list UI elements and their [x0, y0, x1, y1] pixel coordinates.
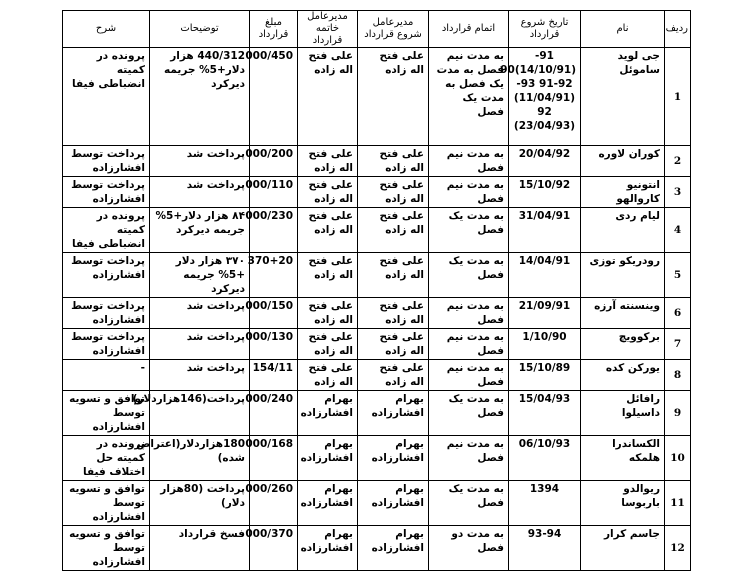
cell-description: پرونده در کمیته حل اختلاف فیفا — [63, 436, 150, 481]
cell-start-date: 15/10/92 — [509, 177, 581, 208]
cell-start-date: 21/09/91 — [509, 298, 581, 329]
cell-description: پرونده در کمیته انضباطی فیفا — [63, 48, 150, 146]
cell-row-number: 3 — [665, 177, 691, 208]
cell-description: پرداخت توسط افشارزاده — [63, 146, 150, 177]
cell-amount: 000/130 — [250, 329, 298, 360]
header-ceo-end: مدیرعامل خاتمه قرارداد — [298, 11, 358, 48]
cell-contract-end: به مدت نیم فصل به مدت یک فصل به مدت یک فصل — [429, 48, 509, 146]
cell-description: توافق و تسویه توسط افشارزاده — [63, 481, 150, 526]
cell-ceo-start: علی فتح اله زاده — [358, 298, 429, 329]
cell-contract-end: به مدت نیم فصل — [429, 360, 509, 391]
cell-start-date: 14/04/91 — [509, 253, 581, 298]
cell-amount: 000/230 — [250, 208, 298, 253]
cell-amount: 000/150 — [250, 298, 298, 329]
cell-notes: پرداخت (80هزار دلار) — [150, 481, 250, 526]
cell-amount: 000/260 — [250, 481, 298, 526]
cell-ceo-end: علی فتح اله زاده — [298, 360, 358, 391]
cell-player-name: الکساندرا هلمکه — [581, 436, 665, 481]
cell-player-name: لیام ردی — [581, 208, 665, 253]
cell-row-number: 5 — [665, 253, 691, 298]
cell-start-date: 15/04/93 — [509, 391, 581, 436]
cell-start-date: 20/04/92 — [509, 146, 581, 177]
header-end: اتمام قرارداد — [429, 11, 509, 48]
cell-ceo-start: بهرام افشارزاده — [358, 481, 429, 526]
cell-contract-end: به مدت یک فصل — [429, 208, 509, 253]
cell-notes: پرداخت شد — [150, 360, 250, 391]
cell-notes: پرداخت شد — [150, 298, 250, 329]
cell-ceo-start: علی فتح اله زاده — [358, 208, 429, 253]
cell-player-name: جاسم کرار — [581, 526, 665, 571]
cell-player-name: رافائل داسیلوا — [581, 391, 665, 436]
cell-notes: پرداخت شد — [150, 177, 250, 208]
cell-row-number: 4 — [665, 208, 691, 253]
cell-contract-end: به مدت نیم فصل — [429, 298, 509, 329]
cell-row-number: 1 — [665, 48, 691, 146]
cell-contract-end: به مدت یک فصل — [429, 391, 509, 436]
cell-amount: 000/450 — [250, 48, 298, 146]
table-row — [63, 360, 691, 391]
cell-player-name: جی لوید ساموئل — [581, 48, 665, 146]
cell-start-date: 15/10/89 — [509, 360, 581, 391]
table-row — [63, 48, 691, 146]
cell-ceo-start: علی فتح اله زاده — [358, 253, 429, 298]
cell-description: - — [63, 360, 150, 391]
cell-ceo-start: علی فتح اله زاده — [358, 360, 429, 391]
table-row — [63, 208, 691, 253]
table-row — [63, 298, 691, 329]
cell-notes: پرداخت شد — [150, 146, 250, 177]
cell-notes: فسخ قرارداد — [150, 526, 250, 571]
cell-ceo-end: علی فتح اله زاده — [298, 177, 358, 208]
table-row — [63, 436, 691, 481]
cell-contract-end: به مدت نیم فصل — [429, 146, 509, 177]
cell-row-number: 11 — [665, 481, 691, 526]
cell-description: توافق و تسویه توسط افشارزاده — [63, 526, 150, 571]
cell-ceo-end: علی فتح اله زاده — [298, 146, 358, 177]
cell-ceo-start: علی فتح اله زاده — [358, 329, 429, 360]
cell-start-date: 31/04/91 — [509, 208, 581, 253]
table-row — [63, 177, 691, 208]
cell-ceo-start: علی فتح اله زاده — [358, 146, 429, 177]
cell-ceo-start: بهرام افشارزاده — [358, 526, 429, 571]
header-row-number: ردیف — [665, 11, 691, 48]
cell-ceo-end: بهرام افشارزاده — [298, 391, 358, 436]
cell-contract-end: به مدت نیم فصل — [429, 436, 509, 481]
cell-row-number: 12 — [665, 526, 691, 571]
cell-ceo-end: علی فتح اله زاده — [298, 253, 358, 298]
cell-amount: 000/240 — [250, 391, 298, 436]
header-row — [63, 11, 691, 48]
cell-player-name: رودریکو توزی — [581, 253, 665, 298]
cell-start-date: 93-94 — [509, 526, 581, 571]
cell-ceo-start: علی فتح اله زاده — [358, 177, 429, 208]
cell-description: پرونده در کمیته انضباطی فیفا — [63, 208, 150, 253]
cell-description: توافق و تسویه توسط افشارزاده — [63, 391, 150, 436]
cell-contract-end: به مدت یک فصل — [429, 253, 509, 298]
cell-player-name: برکوویچ — [581, 329, 665, 360]
cell-ceo-end: بهرام افشارزاده — [298, 481, 358, 526]
header-start-date: تاریخ شروع قرارداد — [509, 11, 581, 48]
cell-player-name: انتونیو کاروالهو — [581, 177, 665, 208]
header-ceo-start: مدیرعامل شروع قرارداد — [358, 11, 429, 48]
cell-row-number: 6 — [665, 298, 691, 329]
cell-description: پرداخت توسط افشارزاده — [63, 177, 150, 208]
cell-ceo-end: بهرام افشارزاده — [298, 436, 358, 481]
table-row — [63, 481, 691, 526]
cell-ceo-end: علی فتح اله زاده — [298, 329, 358, 360]
cell-start-date: 1394 — [509, 481, 581, 526]
cell-row-number: 8 — [665, 360, 691, 391]
cell-amount: 000/200 — [250, 146, 298, 177]
cell-amount: 154/11 — [250, 360, 298, 391]
contracts-table-wrapper — [62, 10, 690, 571]
cell-description: پرداخت توسط افشارزاده — [63, 329, 150, 360]
table-row — [63, 526, 691, 571]
cell-amount: 000/110 — [250, 177, 298, 208]
cell-contract-end: به مدت نیم فصل — [429, 177, 509, 208]
cell-notes: پرداخت شد — [150, 329, 250, 360]
header-name: نام — [581, 11, 665, 48]
cell-player-name: کوران لاوره — [581, 146, 665, 177]
cell-amount: 000/370 — [250, 526, 298, 571]
table-row — [63, 391, 691, 436]
cell-player-name: ریوالدو باربوسا — [581, 481, 665, 526]
cell-ceo-start: علی فتح اله زاده — [358, 48, 429, 146]
cell-ceo-start: بهرام افشارزاده — [358, 436, 429, 481]
cell-contract-end: به مدت دو فصل — [429, 526, 509, 571]
cell-notes: 440/312 هزار دلار+5% جریمه دیرکرد — [150, 48, 250, 146]
cell-notes: ۳۷۰ هزار دلار +5% جریمه دیرکرد — [150, 253, 250, 298]
table-row — [63, 253, 691, 298]
cell-ceo-end: بهرام افشارزاده — [298, 526, 358, 571]
cell-start-date: 1/10/90 — [509, 329, 581, 360]
cell-amount: 000/168 — [250, 436, 298, 481]
table-row — [63, 329, 691, 360]
header-amount: مبلغ قرارداد — [250, 11, 298, 48]
cell-description: پرداخت توسط افشارزاده — [63, 253, 150, 298]
cell-contract-end: به مدت نیم فصل — [429, 329, 509, 360]
header-notes: توضیحات — [150, 11, 250, 48]
cell-start-date: 06/10/93 — [509, 436, 581, 481]
cell-row-number: 10 — [665, 436, 691, 481]
cell-amount: 370+20 — [250, 253, 298, 298]
cell-row-number: 2 — [665, 146, 691, 177]
cell-ceo-end: علی فتح اله زاده — [298, 48, 358, 146]
cell-start-date: 91-(14/10/91)90 91-92 93-(11/04/91) 92 (23/04/93) — [509, 48, 581, 146]
cell-player-name: وینسنته آرزه — [581, 298, 665, 329]
cell-notes: پرداخت(146هزاردلار) — [150, 391, 250, 436]
cell-notes: ۸۴ هزار دلار+5% جریمه دیرکرد — [150, 208, 250, 253]
cell-row-number: 7 — [665, 329, 691, 360]
cell-contract-end: به مدت یک فصل — [429, 481, 509, 526]
header-description: شرح — [63, 11, 150, 48]
cell-player-name: یورکن کده — [581, 360, 665, 391]
cell-ceo-end: علی فتح اله زاده — [298, 298, 358, 329]
contracts-table — [62, 10, 691, 571]
cell-notes: 180هزاردلار(اعتراض شده) — [150, 436, 250, 481]
cell-ceo-end: علی فتح اله زاده — [298, 208, 358, 253]
cell-row-number: 9 — [665, 391, 691, 436]
cell-ceo-start: بهرام افشارزاده — [358, 391, 429, 436]
table-row — [63, 146, 691, 177]
cell-description: پرداخت توسط افشارزاده — [63, 298, 150, 329]
